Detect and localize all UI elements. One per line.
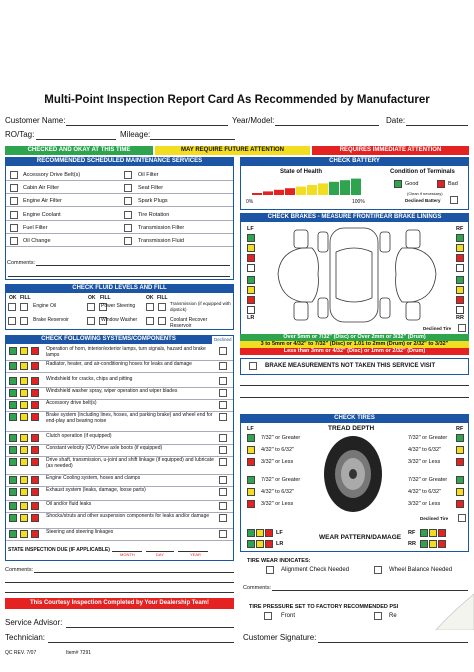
systems-declined-label: Declined [214, 337, 232, 342]
system-immediate-box[interactable] [31, 476, 39, 484]
fluid-ok-label: OK [88, 295, 96, 301]
maintenance-item-label: Oil Change [23, 238, 51, 244]
system-item-label: Oil and/or fluid leaks [46, 501, 92, 507]
fluid-item-label: Transmission (if equipped with dipstick) [170, 301, 231, 312]
fluid-ok-checkbox[interactable] [87, 303, 95, 311]
system-future-box[interactable] [20, 377, 28, 385]
system-item-label: Windshield washer spray, wiper operation and wiper blades [46, 388, 178, 394]
tire-rating-label: 3/32" or Less [261, 501, 294, 507]
page-curl [430, 594, 474, 630]
battery-title: CHECK BATTERY [240, 157, 469, 166]
service-advisor-label: Service Advisor: [5, 618, 63, 627]
system-future-box[interactable] [20, 362, 28, 370]
system-declined-checkbox[interactable] [219, 413, 227, 421]
system-declined-checkbox[interactable] [219, 434, 227, 442]
tire-rating-label: 7/32" or Greater [408, 435, 448, 441]
brake-rating-box[interactable] [247, 286, 255, 294]
brake-green-legend: Over 5mm or 7/32" (Disc) or Over 2mm or 3/32" (Drum) [240, 334, 469, 341]
maintenance-item-label: Accessory Drive Belt(s) [23, 172, 81, 178]
state-day-label: DAY [156, 552, 164, 557]
maintenance-item-label: Oil Filter [138, 172, 159, 178]
system-declined-checkbox[interactable] [219, 502, 227, 510]
system-declined-checkbox[interactable] [219, 446, 227, 454]
health-segment [318, 183, 328, 195]
brake-rf-label: RF [456, 226, 464, 232]
battery-zero-label: 0% [246, 199, 254, 205]
item-number-label: Item# 7291 [66, 650, 92, 656]
maintenance-checkbox[interactable] [124, 224, 132, 232]
ro-tag-field[interactable] [36, 139, 116, 140]
revision-label: QC REV. 7/07 [5, 650, 37, 656]
system-declined-checkbox[interactable] [219, 362, 227, 370]
terminals-label: Condition of Terminals [390, 169, 455, 175]
maintenance-item-label: Fuel Filter [23, 224, 48, 231]
system-declined-checkbox[interactable] [219, 476, 227, 484]
maintenance-row [6, 180, 233, 181]
system-ok-box[interactable] [9, 401, 17, 409]
fluid-fill-label: FILL [20, 295, 31, 301]
tire-pressure-label: TIRE PRESSURE SET TO FACTORY RECOMMENDED PSI [249, 604, 399, 610]
status-immediate: REQUIRES IMMEDIATE ATTENTION [312, 146, 469, 155]
tire-rating-box[interactable] [247, 476, 255, 484]
tire-lf-label: LF [247, 426, 254, 432]
system-declined-checkbox[interactable] [219, 401, 227, 409]
brake-rating-box[interactable] [456, 264, 464, 272]
system-immediate-box[interactable] [31, 401, 39, 409]
fluid-item-label: Brake Reservoir [33, 317, 69, 323]
system-item-label: Steering and steering linkages [46, 529, 114, 535]
maintenance-checkbox[interactable] [10, 197, 18, 205]
tire-rating-label: 7/32" or Greater [261, 435, 301, 441]
maintenance-item-label: Tire Rotation [138, 211, 170, 218]
alignment-checkbox[interactable] [266, 566, 274, 574]
wear-rating-box[interactable] [265, 540, 273, 548]
system-future-box[interactable] [20, 347, 28, 355]
tire-rating-box[interactable] [456, 476, 464, 484]
brakes-title: CHECK BRAKES - MEASURE FRONT/REAR BRAKE LININGS [240, 213, 469, 222]
brake-rating-box[interactable] [456, 244, 464, 252]
fluid-item-label: Coolant Recover Reservoir [170, 317, 208, 329]
technician-field[interactable] [48, 642, 234, 643]
system-future-box[interactable] [20, 389, 28, 397]
maintenance-checkbox[interactable] [124, 184, 132, 192]
tread-depth-label: TREAD DEPTH [328, 425, 375, 432]
maintenance-title: RECOMMENDED SCHEDULED MAINTENANCE SERVICES [5, 157, 234, 166]
system-declined-checkbox[interactable] [219, 530, 227, 538]
battery-health-meter [246, 177, 364, 196]
brake-red-legend: Less than 3mm or 4/32" (Disc) or 1mm or 2/32" (Drum) [240, 348, 469, 355]
system-item-label: Radiator, heater, and air-conditioning hoses for leaks and damage [46, 361, 192, 367]
tires-comments-field[interactable] [272, 590, 468, 591]
health-segment [263, 191, 273, 195]
system-item-label: Constant velocity (CV) Drive axle boots (if equipped) [46, 445, 163, 451]
system-future-box[interactable] [20, 514, 28, 522]
system-future-box[interactable] [20, 401, 28, 409]
brake-yellow-legend: 3 to 5mm or 4/32" to 7/32" (Disc) or 1.01 to 2mm (Drum) or 2/32" to 3/32" [240, 341, 469, 348]
tires-comments-label: Comments: [243, 585, 272, 591]
terminal-good-box[interactable] [394, 180, 402, 188]
system-ok-box[interactable] [9, 413, 17, 421]
system-immediate-box[interactable] [31, 530, 39, 538]
maintenance-checkbox[interactable] [124, 237, 132, 245]
date-label: Date: [386, 116, 406, 125]
fluid-ok-checkbox[interactable] [8, 317, 16, 325]
maintenance-row [6, 193, 233, 194]
date-field[interactable] [406, 125, 468, 126]
system-immediate-box[interactable] [31, 389, 39, 397]
maintenance-checkbox[interactable] [10, 224, 18, 232]
system-immediate-box[interactable] [31, 514, 39, 522]
health-segment [274, 190, 284, 195]
system-item-label: Drive shaft, transmission, u-joint and shift linkage (if equipped) and lubricate (as needed) [46, 457, 214, 469]
maintenance-checkbox[interactable] [10, 237, 18, 245]
system-immediate-box[interactable] [31, 446, 39, 454]
maintenance-item-label: Engine Air Filter [23, 198, 62, 205]
system-immediate-box[interactable] [31, 377, 39, 385]
ro-tag-label: RO/Tag: [5, 130, 35, 139]
system-ok-box[interactable] [9, 389, 17, 397]
maintenance-checkbox[interactable] [10, 171, 18, 179]
maintenance-row [6, 220, 233, 221]
tire-rating-label: 3/32" or Less [408, 501, 441, 507]
health-segment [285, 188, 295, 195]
health-segment [351, 179, 361, 195]
fluid-ok-checkbox[interactable] [87, 317, 95, 325]
brake-rating-box[interactable] [247, 296, 255, 304]
fluid-fill-label: FILL [100, 295, 111, 301]
wear-rating-box[interactable] [438, 540, 446, 548]
maintenance-item-label: Engine Coolant [23, 211, 61, 218]
maintenance-row [6, 246, 233, 247]
systems-comments-field[interactable] [34, 572, 234, 573]
maintenance-checkbox[interactable] [124, 211, 132, 219]
fluid-item-label: Engine Oil [33, 303, 57, 309]
brake-rating-box[interactable] [456, 306, 464, 314]
system-ok-box[interactable] [9, 488, 17, 496]
status-future: MAY REQUIRE FUTURE ATTENTION [155, 146, 310, 155]
system-immediate-box[interactable] [31, 347, 39, 355]
state-month-label: MONTH [120, 552, 135, 557]
system-item-label: Clutch operation (if equipped) [46, 433, 112, 439]
system-ok-box[interactable] [9, 476, 17, 484]
brake-rating-box[interactable] [456, 234, 464, 242]
fluid-ok-checkbox[interactable] [8, 303, 16, 311]
terminal-good-label: Good [405, 181, 419, 187]
system-ok-box[interactable] [9, 458, 17, 466]
system-item-label: Exhaust system (leaks, damage, loose parts) [46, 487, 146, 493]
system-ok-box[interactable] [9, 514, 17, 522]
brake-declined-label: Declined Tire [423, 326, 452, 331]
system-ok-box[interactable] [9, 362, 17, 370]
customer-name-label: Customer Name: [5, 116, 66, 125]
system-future-box[interactable] [20, 434, 28, 442]
brake-notice-label: BRAKE MEASUREMENTS NOT TAKEN THIS SERVICE VISIT [265, 363, 436, 369]
fluid-ok-checkbox[interactable] [146, 317, 154, 325]
fluid-fill-checkbox[interactable] [158, 317, 166, 325]
state-year-label: YEAR [190, 552, 201, 557]
wear-pattern-label: WEAR PATTERN/DAMAGE [319, 534, 402, 541]
tire-rating-label: 7/32" or Greater [261, 477, 301, 483]
pressure-rear-label: Re [389, 613, 397, 619]
year-model-label: Year/Model: [232, 116, 275, 125]
maintenance-checkbox[interactable] [124, 197, 132, 205]
brake-rating-box[interactable] [456, 254, 464, 262]
tire-icon [322, 434, 384, 514]
tire-rating-label: 4/32" to 6/32" [408, 489, 441, 495]
status-ok: CHECKED AND OKAY AT THIS TIME [5, 146, 153, 155]
mileage-field[interactable] [150, 139, 235, 140]
wear-rating-box[interactable] [247, 529, 255, 537]
service-advisor-field[interactable] [66, 627, 234, 628]
balance-checkbox[interactable] [374, 566, 382, 574]
system-immediate-box[interactable] [31, 434, 39, 442]
maintenance-item-label: Transmission Fluid [138, 238, 184, 244]
brake-rating-box[interactable] [247, 264, 255, 272]
maintenance-item-label: Seat Filter [138, 185, 164, 192]
brake-notice-checkbox[interactable] [249, 362, 257, 370]
brake-rating-box[interactable] [247, 234, 255, 242]
health-segment [340, 180, 350, 195]
terminal-bad-box[interactable] [437, 180, 445, 188]
tire-rating-box[interactable] [456, 488, 464, 496]
fluid-ok-checkbox[interactable] [146, 303, 154, 311]
courtesy-banner: This Courtesy Inspection Completed by Your Dealership Team! [5, 598, 234, 609]
system-ok-box[interactable] [9, 377, 17, 385]
fluid-fill-checkbox[interactable] [158, 303, 166, 311]
system-future-box[interactable] [20, 502, 28, 510]
customer-signature-field[interactable] [318, 642, 468, 643]
fluid-item-label: Power Steering [101, 303, 136, 309]
pressure-rear-checkbox[interactable] [374, 612, 382, 620]
brake-rating-box[interactable] [456, 276, 464, 284]
system-immediate-box[interactable] [31, 362, 39, 370]
brake-rating-box[interactable] [247, 276, 255, 284]
tire-rating-box[interactable] [247, 458, 255, 466]
system-future-box[interactable] [20, 476, 28, 484]
system-immediate-box[interactable] [31, 488, 39, 496]
system-item-label: Operation of horn, interior/exterior lamps, turn signals, hazard and brake lamps [46, 346, 206, 358]
health-segment [329, 182, 339, 195]
tire-rating-box[interactable] [456, 434, 464, 442]
fluid-item-label: Window Washer [101, 317, 138, 323]
system-declined-checkbox[interactable] [219, 488, 227, 496]
fluid-ok-label: OK [146, 295, 154, 301]
customer-signature-label: Customer Signature: [243, 633, 317, 642]
system-future-box[interactable] [20, 530, 28, 538]
wear-rating-box[interactable] [265, 529, 273, 537]
maintenance-comments-label: Comments: [7, 260, 36, 266]
tire-wear-indicates-label: TIRE WEAR INDICATES: [247, 558, 311, 564]
health-segment [252, 193, 262, 195]
system-future-box[interactable] [20, 458, 28, 466]
declined-battery-checkbox[interactable] [450, 196, 458, 204]
tires-title: CHECK TIRES [240, 414, 469, 423]
maintenance-checkbox[interactable] [10, 211, 18, 219]
system-immediate-box[interactable] [31, 413, 39, 421]
clean-note: (Clean if necessary) [407, 191, 443, 196]
system-item-label: Windshield for cracks, chips and pitting [46, 376, 133, 382]
system-ok-box[interactable] [9, 502, 17, 510]
pressure-front-label: Front [281, 613, 296, 619]
fluid-ok-label: OK [9, 295, 17, 301]
brake-lf-label: LF [247, 226, 254, 232]
brake-lr-label: LR [247, 315, 255, 321]
system-declined-checkbox[interactable] [219, 347, 227, 355]
system-item-label: Brake system (including lines, hoses, and parking brake) and wheel end for end-play and bearing noise [46, 412, 213, 424]
terminal-bad-label: Bad [448, 181, 458, 187]
brake-rating-box[interactable] [456, 286, 464, 294]
wear-corner-label: RR [408, 541, 416, 547]
wear-corner-label: LR [276, 541, 284, 547]
system-future-box[interactable] [20, 413, 28, 421]
systems-comments-label: Comments: [5, 567, 34, 573]
maintenance-row [6, 206, 233, 207]
health-segment [296, 187, 306, 195]
brake-declined-checkbox[interactable] [458, 324, 466, 332]
vehicle-diagram [272, 222, 442, 328]
wear-rating-box[interactable] [247, 540, 255, 548]
system-declined-checkbox[interactable] [219, 458, 227, 466]
wear-corner-label: RF [408, 530, 416, 536]
customer-name-field[interactable] [66, 125, 228, 126]
maintenance-item-label: Spark Plugs [138, 198, 168, 205]
tire-rating-box[interactable] [247, 446, 255, 454]
health-segment [307, 185, 317, 195]
system-declined-checkbox[interactable] [219, 389, 227, 397]
wear-rating-box[interactable] [256, 540, 264, 548]
maintenance-row [6, 233, 233, 234]
technician-label: Technician: [5, 633, 46, 642]
fluid-title: CHECK FLUID LEVELS AND FILL [5, 284, 234, 293]
tire-rating-label: 4/32" to 6/32" [261, 447, 294, 453]
system-immediate-box[interactable] [31, 502, 39, 510]
wear-rating-box[interactable] [420, 529, 428, 537]
year-model-field[interactable] [275, 125, 379, 126]
system-future-box[interactable] [20, 446, 28, 454]
declined-battery-label: Declined Battery [405, 198, 441, 203]
system-future-box[interactable] [20, 488, 28, 496]
mileage-label: Mileage: [120, 130, 151, 139]
tire-rating-box[interactable] [247, 500, 255, 508]
state-inspection-label: STATE INSPECTION DUE (IF APPLICABLE) [8, 547, 110, 553]
maintenance-checkbox[interactable] [10, 184, 18, 192]
brake-rating-box[interactable] [247, 306, 255, 314]
system-ok-box[interactable] [9, 347, 17, 355]
fluid-fill-checkbox[interactable] [20, 303, 28, 311]
state-of-health-label: State of Health [280, 169, 323, 175]
wear-rating-box[interactable] [429, 540, 437, 548]
system-ok-box[interactable] [9, 446, 17, 454]
wear-rating-box[interactable] [429, 529, 437, 537]
system-item-label: Engine Cooling system, hoses and clamps [46, 475, 141, 481]
tire-rating-box[interactable] [247, 434, 255, 442]
brake-rating-box[interactable] [247, 254, 255, 262]
maintenance-item-label: Cabin Air Filter [23, 185, 60, 192]
wear-corner-label: LF [276, 530, 283, 536]
systems-title: CHECK FOLLOWING SYSTEMS/COMPONENTS [5, 335, 212, 344]
tire-rating-box[interactable] [247, 488, 255, 496]
system-ok-box[interactable] [9, 530, 17, 538]
brake-rating-box[interactable] [456, 296, 464, 304]
brake-rating-box[interactable] [247, 244, 255, 252]
wear-rating-box[interactable] [420, 540, 428, 548]
pressure-front-checkbox[interactable] [264, 612, 272, 620]
maintenance-checkbox[interactable] [124, 171, 132, 179]
maintenance-comments-field[interactable] [36, 265, 230, 266]
system-immediate-box[interactable] [31, 458, 39, 466]
tire-rating-label: 4/32" to 6/32" [408, 447, 441, 453]
system-item-label: Accessory drive belt(s) [46, 400, 97, 406]
tire-rating-label: 3/32" or Less [261, 459, 294, 465]
tire-rating-box[interactable] [456, 458, 464, 466]
tire-rating-box[interactable] [456, 500, 464, 508]
maintenance-item-label: Transmission Filter [138, 224, 185, 231]
balance-label: Wheel Balance Needed [389, 567, 453, 573]
tire-rating-label: 4/32" to 6/32" [261, 489, 294, 495]
wear-rating-box[interactable] [438, 529, 446, 537]
system-ok-box[interactable] [9, 434, 17, 442]
tire-rating-box[interactable] [456, 446, 464, 454]
alignment-label: Alignment Check Needed [281, 567, 350, 573]
battery-hundred-label: 100% [352, 199, 365, 205]
tire-rf-label: RF [456, 426, 464, 432]
brake-rr-label: RR [456, 315, 464, 321]
tire-declined-label: Declined Tire [420, 516, 449, 521]
fluid-fill-label: FILL [157, 295, 168, 301]
wear-rating-box[interactable] [256, 529, 264, 537]
system-item-label: Shocks/struts and other suspension components for leaks and/or damage [46, 513, 210, 519]
system-declined-checkbox[interactable] [219, 377, 227, 385]
tire-rating-label: 3/32" or Less [408, 459, 441, 465]
tire-rating-label: 7/32" or Greater [408, 477, 448, 483]
tire-declined-checkbox[interactable] [458, 514, 466, 522]
page-title: Multi-Point Inspection Report Card As Recommended by Manufacturer [44, 94, 430, 106]
system-declined-checkbox[interactable] [219, 514, 227, 522]
fluid-fill-checkbox[interactable] [20, 317, 28, 325]
